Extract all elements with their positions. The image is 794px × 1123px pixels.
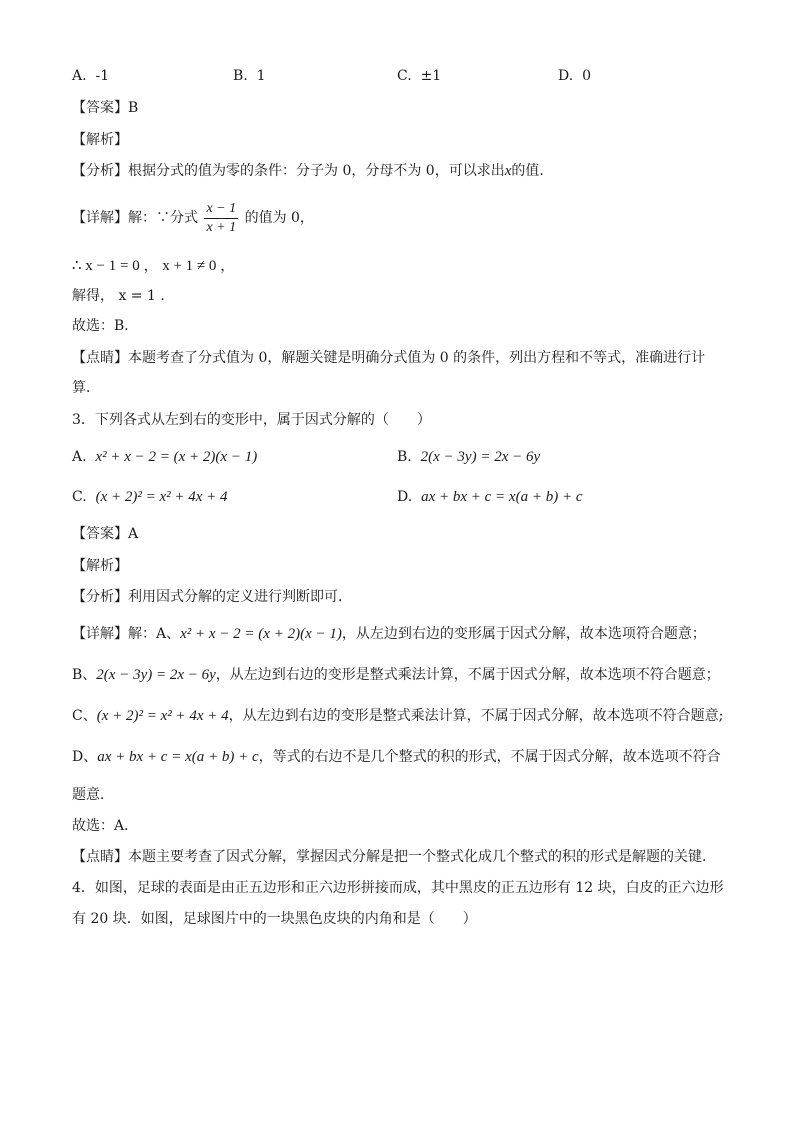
analysis-heading: 【解析】 bbox=[72, 132, 128, 148]
option-d: D. 0 bbox=[558, 68, 592, 84]
q3-option-b: B. 2(x − 3y) = 2x − 6y bbox=[397, 449, 541, 465]
q4-stem-1: 4．如图，足球的表面是由正五边形和正六边形拼接而成，其中黑皮的正五边形有 12 块，白皮的正六边形 bbox=[72, 880, 724, 896]
xiangjie-line: 【详解】解：∵分式 $\frac{x - 1}{x + 1}$ 的值为 0， bbox=[72, 200, 314, 235]
q3-stem: 3．下列各式从左到右的变形中，属于因式分解的（ ） bbox=[72, 412, 431, 428]
answer-line: 【答案】B bbox=[72, 100, 139, 116]
q3-option-c: C. (x + 2)² = x² + 4x + 4 bbox=[72, 489, 228, 505]
option-a: A. -1 bbox=[72, 68, 110, 84]
step-line-1: ∴ x − 1 = 0 ， x + 1 ≠ 0 ， bbox=[72, 258, 236, 274]
step-line-2: 解得， x = 1 ． bbox=[72, 288, 175, 304]
fenxi-line: 【分析】根据分式的值为零的条件：分子为 0，分母不为 0，可以求出x的值． bbox=[72, 163, 554, 179]
choose-line: 故选：B． bbox=[72, 318, 139, 334]
q3-xiangjie-d-cont: 题意． bbox=[72, 787, 114, 803]
dianjing-line-2: 算． bbox=[72, 380, 100, 396]
q3-xiangjie-c: C、(x + 2)² = x² + 4x + 4，从左边到右边的变形是整式乘法计算，不属于因式分解，故本选项不符合题意; bbox=[72, 708, 724, 724]
option-b: B. 1 bbox=[233, 68, 266, 84]
option-c: C. ±1 bbox=[397, 68, 442, 84]
q3-answer: 【答案】A bbox=[72, 526, 139, 542]
q3-xiangjie-b: B、2(x − 3y) = 2x − 6y，从左边到右边的变形是整式乘法计算，不属于因式分解，故本选项不符合题意； bbox=[72, 667, 720, 683]
q3-choose: 故选：A． bbox=[72, 818, 139, 834]
dianjing-line-1: 【点睛】本题考查了分式值为 0，解题关键是明确分式值为 0 的条件，列出方程和不等式，准确进行计 bbox=[72, 350, 706, 366]
q4-stem-2: 有 20 块．如图，足球图片中的一块黑色皮块的内角和是（ ） bbox=[72, 911, 477, 927]
q3-dianjing: 【点睛】本题主要考查了因式分解，掌握因式分解是把一个整式化成几个整式的积的形式是解题的关键． bbox=[72, 849, 716, 865]
q3-fenxi: 【分析】利用因式分解的定义进行判断即可． bbox=[72, 589, 352, 605]
q3-option-a: A. x² + x − 2 = (x + 2)(x − 1) bbox=[72, 449, 258, 465]
q3-option-d: D. ax + bx + c = x(a + b) + c bbox=[397, 489, 583, 505]
fraction: $\frac{x - 1}{x + 1}$ bbox=[206, 200, 237, 235]
q3-analysis-heading: 【解析】 bbox=[72, 558, 128, 574]
q3-xiangjie-d: D、ax + bx + c = x(a + b) + c，等式的右边不是几个整式的积的形式，不属于因式分解，故本选项不符合 bbox=[72, 749, 721, 765]
q3-xiangjie-a: 【详解】解：A、x² + x − 2 = (x + 2)(x − 1)，从左边到右边的变形属于因式分解，故本选项符合题意； bbox=[72, 626, 706, 642]
